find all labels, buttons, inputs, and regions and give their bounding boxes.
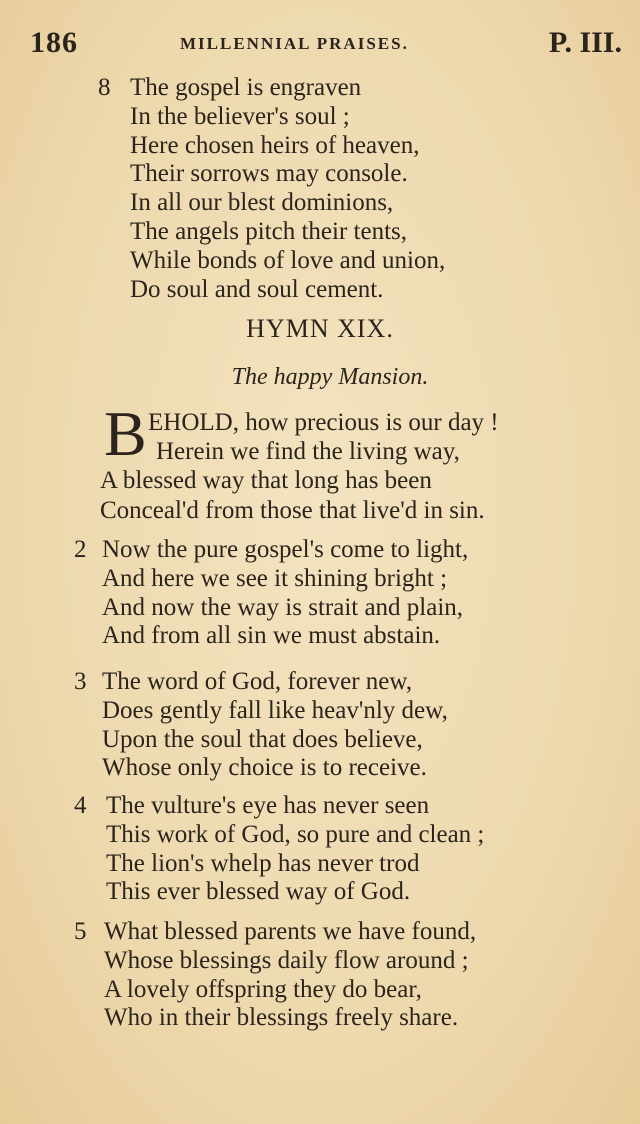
stanza bbox=[74, 668, 624, 788]
verse-line: The gospel is engraven bbox=[130, 74, 362, 101]
stanza-number: 4 bbox=[74, 792, 87, 819]
stanza-number: 5 bbox=[74, 918, 87, 945]
page-number: 186 bbox=[30, 26, 78, 59]
verse-line: EHOLD, how precious is our day ! bbox=[148, 409, 499, 436]
stanza-lines bbox=[102, 668, 448, 783]
verse-line: While bonds of love and union, bbox=[130, 246, 446, 274]
verse-line: Whose blessings daily flow around ; bbox=[104, 946, 469, 974]
verse-line: Does gently fall like heav'nly dew, bbox=[102, 696, 448, 724]
verse-line: In all our blest dominions, bbox=[130, 189, 394, 217]
stanza bbox=[74, 536, 624, 656]
stanza-number: 2 bbox=[74, 536, 87, 563]
drop-cap: B bbox=[104, 398, 147, 469]
verse-line: What blessed parents we have found, bbox=[104, 918, 477, 945]
stanza bbox=[74, 918, 624, 1038]
verse-line: The angels pitch their tents, bbox=[130, 217, 408, 245]
stanza-lines bbox=[104, 918, 476, 1033]
stanza-number: 8 bbox=[98, 74, 111, 101]
stanza-number: 3 bbox=[74, 668, 87, 695]
verse-line: Their sorrows may console. bbox=[130, 160, 408, 188]
stanza bbox=[74, 792, 624, 912]
stanza-lines bbox=[102, 536, 468, 651]
verse-line: Conceal'd from those that live'd in sin. bbox=[100, 496, 485, 524]
verse-line: Upon the soul that does believe, bbox=[102, 725, 423, 753]
prev-stanza bbox=[98, 74, 618, 306]
verse-line: The vulture's eye has never seen bbox=[106, 792, 430, 819]
verse-line: A lovely offspring they do bear, bbox=[104, 975, 422, 1003]
hymn-title: HYMN XIX. bbox=[246, 314, 394, 343]
verse-line: And from all sin we must abstain. bbox=[102, 622, 441, 650]
first-stanza-rest bbox=[100, 466, 620, 525]
page-header bbox=[30, 26, 622, 62]
verse-line: Here chosen heirs of heaven, bbox=[130, 131, 420, 159]
verse-line: Do soul and soul cement. bbox=[130, 275, 384, 303]
verse-line: The word of God, forever new, bbox=[102, 668, 413, 695]
verse-line: Now the pure gospel's come to light, bbox=[102, 536, 469, 563]
verse-line: And here we see it shining bright ; bbox=[102, 564, 448, 592]
verse-line: In the believer's soul ; bbox=[130, 102, 350, 130]
verse-line: This work of God, so pure and clean ; bbox=[106, 820, 485, 848]
verse-line: The lion's whelp has never trod bbox=[106, 849, 420, 877]
first-stanza-line-1 bbox=[148, 408, 628, 438]
hymn-subtitle: The happy Mansion. bbox=[231, 364, 429, 390]
running-title: MILLENNIAL PRAISES. bbox=[180, 34, 409, 53]
stanza-lines bbox=[106, 792, 484, 907]
stanza-lines bbox=[130, 74, 445, 304]
verse-line: And now the way is strait and plain, bbox=[102, 593, 464, 621]
verse-line: Herein we find the living way, bbox=[156, 438, 460, 465]
verse-line: This ever blessed way of God. bbox=[106, 878, 411, 906]
verse-line: Whose only choice is to receive. bbox=[102, 754, 427, 782]
part-label: P. III. bbox=[548, 26, 622, 59]
verse-line: A blessed way that long has been bbox=[100, 467, 432, 494]
first-stanza-line-2 bbox=[156, 437, 616, 467]
verse-line: Who in their blessings freely share. bbox=[104, 1004, 459, 1032]
